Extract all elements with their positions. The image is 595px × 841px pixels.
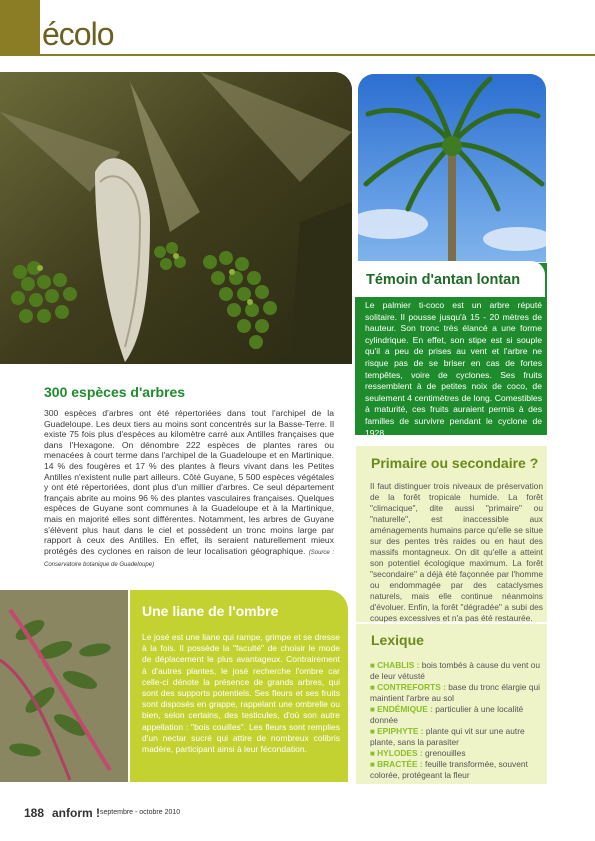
header-rule: [0, 54, 595, 56]
bullet-square-icon: ■: [370, 705, 378, 714]
lexique-term: ENDÉMIQUE :: [377, 704, 433, 714]
bullet-square-icon: ■: [370, 727, 378, 736]
liane-photo: [0, 590, 128, 782]
lexique-definition: particulier à une localité donnée: [370, 704, 524, 725]
page-number: 188: [24, 806, 45, 820]
lexique-definition: base du tronc élargie qui maintient l'arbre au sol: [370, 682, 540, 703]
lexique-definition: feuille transformée, souvent colorée, protégeant la fleur: [370, 759, 528, 780]
primaire-text: Il faut distinguer trois niveaux de préservation de la forêt tropicale humide. La forêt "climacique", dite aussi "primaire" ou "naturelle", est inaccessible aux aménagements humains parce qu'elle se situe sur des pentes très raides ou en haut des massifs montagneux. On dit qu'elle a atteint son potentiel écologique maximum. La forêt "secondaire" a déjà été façonnée par l'homme ou endommagée par des cataclysmes naturels, mais elle continue néanmoins d'évoluer. Enfin, la forêt "dégradée" a subi des coupes excessives et n'a pas été restaurée.: [370, 481, 543, 623]
lexique-term: CHABLIS :: [377, 660, 420, 670]
bullet-square-icon: ■: [370, 661, 378, 670]
arbres-heading: 300 espèces d'arbres: [44, 384, 186, 400]
temoin-heading: Témoin d'antan lontan: [366, 272, 521, 288]
lexique-heading: Lexique: [371, 632, 424, 648]
lexique-item: [370, 704, 545, 726]
lexique-term: EPIPHYTE :: [377, 726, 424, 736]
section-title: écolo: [42, 16, 114, 52]
lexique-term: HYLODES :: [377, 748, 423, 758]
liane-heading: Une liane de l'ombre: [142, 603, 279, 619]
lexique-definition: grenouilles: [422, 748, 466, 758]
lexique-list: [370, 660, 545, 781]
arbres-paragraph: 300 espèces d'arbres ont été répertoriées dans tout l'archipel de la Guadeloupe. Les deux tiers au moins sont concentrés sur la Basse-Terre. Il existe 75 fois plus d'espèces au kilomètre carré aux Antilles françaises que dans l'Hexagone. On dénombre 222 espèces de plantes rares ou menacées à court terme dans l'archipel de la Guadeloupe et en Martinique. 14 % des fougères et 17 % des plantes à fleurs vivant dans les Petites Antilles n'existent nulle part ailleurs. Côté Guyane, 5 500 espèces végétales y ont été répertoriées, dont plus d'un millier d'arbres. Ce seul département français abrite au moins 96 % des plantes vasculaires françaises. Quelques espèces de Guyane sont communes à la Guadeloupe et à la Martinique, mais en majorité elles sont différentes. Notamment, les arbres de Guyane s'élèvent plus haut dans le ciel et possèdent un tronc moins large par rapport à ceux des Antilles. En effet, ils seraient naturellement mieux protégés des cyclones en raison de leur localisation géographique.: [44, 408, 334, 556]
issue-date: septembre - octobre 2010: [100, 809, 181, 816]
lexique-item: [370, 660, 545, 682]
primaire-heading: Primaire ou secondaire ?: [371, 455, 539, 471]
header-color-bar: [0, 0, 40, 54]
lexique-item: [370, 682, 545, 704]
temoin-text: Le palmier ti-coco est un arbre réputé solitaire. Il pousse jusqu'à 15 - 20 mètres de hauteur. Son tronc très élancé a une forme cylindrique. En effet, son stipe est si souple qu'il a peu de prises au vent et l'arbre ne risque pas de se briser en cas de fortes tempêtes, voire de cyclones. Ses fruits ressemblent à de petites noix de coco, de seulement 4 centimètres de long. Comestibles à maturité, ces fruits auraient permis à des familles de survivre pendant le cyclone de 1928.: [365, 300, 542, 438]
bullet-square-icon: ■: [370, 760, 378, 769]
lexique-term: CONTREFORTS :: [377, 682, 446, 692]
liane-text: Le josé est une liane qui rampe, grimpe et se dresse à la fois. Il possède la "faculté" de choisir le mode de déplacement le plus avantageux. Contrairement à d'autres plantes, le josé recherche l'ombre car celle-ci dénote la présence de grands arbres, qui sont des supports potentiels. Ses fleurs et ses fruits sont disposés en grappe, rappelant une ombrelle ou bien, selon certains, des testicules, d'où son autre appellation : "bois couilles". Les fleurs sont remplies d'un nectar sucré qui attire de nombreux colibris madère, participant ainsi à leur fécondation.: [142, 632, 340, 755]
palm-fruit-photo: [0, 72, 352, 364]
arbres-text: [44, 408, 334, 571]
bullet-square-icon: ■: [370, 683, 378, 692]
lexique-term: BRACTÉE :: [377, 759, 423, 769]
magazine-name: anform !: [52, 806, 100, 820]
lexique-item: [370, 726, 545, 748]
arbres-source: (Source : Conservatoire botanique de Guadeloupe): [44, 549, 335, 569]
palm-tree-photo: [358, 74, 546, 262]
lexique-item: [370, 759, 545, 781]
lexique-definition: plante qui vit sur une autre plante, sans la parasiter: [370, 726, 525, 747]
bullet-square-icon: ■: [370, 749, 378, 758]
lexique-definition: bois tombés à cause du vent ou de leur vétusté: [370, 660, 540, 681]
lexique-item: [370, 748, 545, 759]
